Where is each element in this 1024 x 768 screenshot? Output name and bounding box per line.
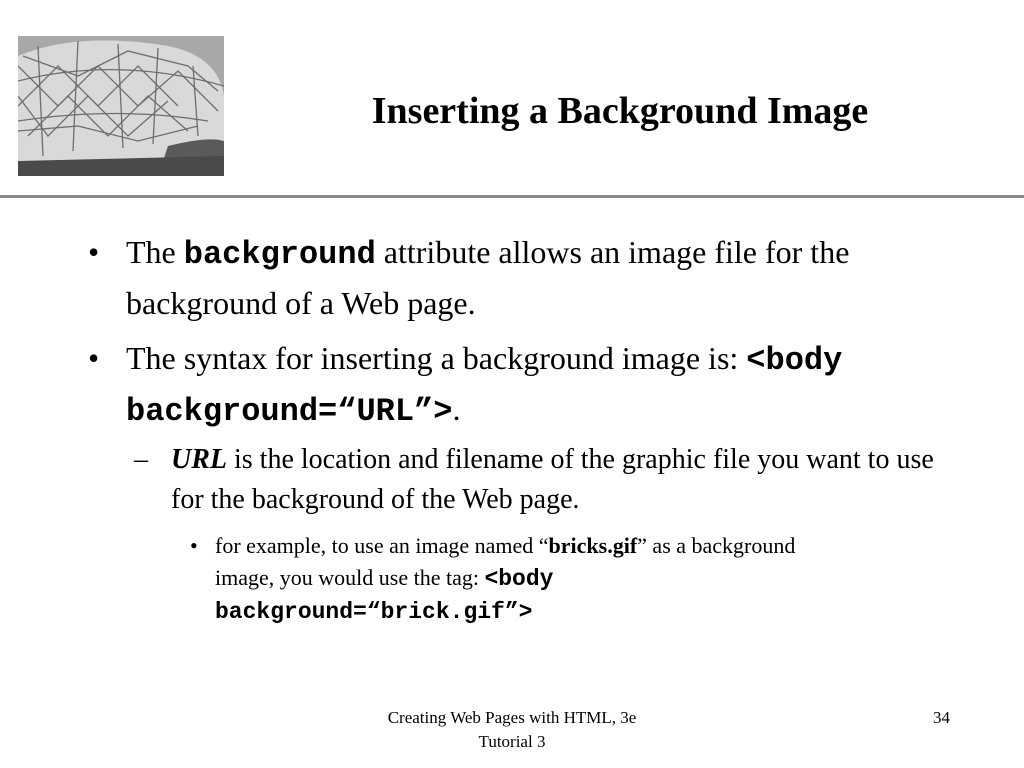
sub-sub-bullet-example xyxy=(190,530,830,628)
sub-bullet-url xyxy=(134,440,954,520)
bullet-text: The syntax for inserting a background image is: xyxy=(126,340,747,376)
bullet-syntax xyxy=(88,334,948,436)
filename-bricks: bricks.gif xyxy=(548,533,638,558)
bullet-marker: • xyxy=(88,234,100,270)
footer-tutorial: Tutorial 3 xyxy=(478,732,546,751)
sub-bullet-text: is the location and filename of the graphic file you want to use for the background of the Web page. xyxy=(171,444,934,515)
slide-title: Inserting a Background Image xyxy=(371,90,869,132)
dome-photo-icon xyxy=(18,36,224,176)
url-term: URL xyxy=(171,444,227,475)
bullet-text: . xyxy=(452,391,461,427)
footer-book-title: Creating Web Pages with HTML, 3e xyxy=(387,708,637,727)
bullet-background-attribute xyxy=(88,228,948,327)
example-text: ” as a background image, you would use the tag: xyxy=(215,533,796,590)
bullet-text: The xyxy=(126,234,184,270)
code-body-background-brick: <body background=“brick.gif”> xyxy=(215,566,554,625)
code-body-background-url: <body background=“URL”> xyxy=(126,342,843,430)
bullet-text: attribute allows an image file for the background of a Web page. xyxy=(126,234,850,321)
bullet-marker: • xyxy=(88,340,100,376)
dash-marker: – xyxy=(134,444,148,475)
bullet-marker: • xyxy=(190,533,198,558)
slide-number: 34 xyxy=(933,708,950,727)
title-divider xyxy=(0,195,1024,198)
example-text: for example, to use an image named “ xyxy=(215,533,549,558)
footer-course-info xyxy=(300,706,724,754)
code-background: background xyxy=(183,236,376,273)
